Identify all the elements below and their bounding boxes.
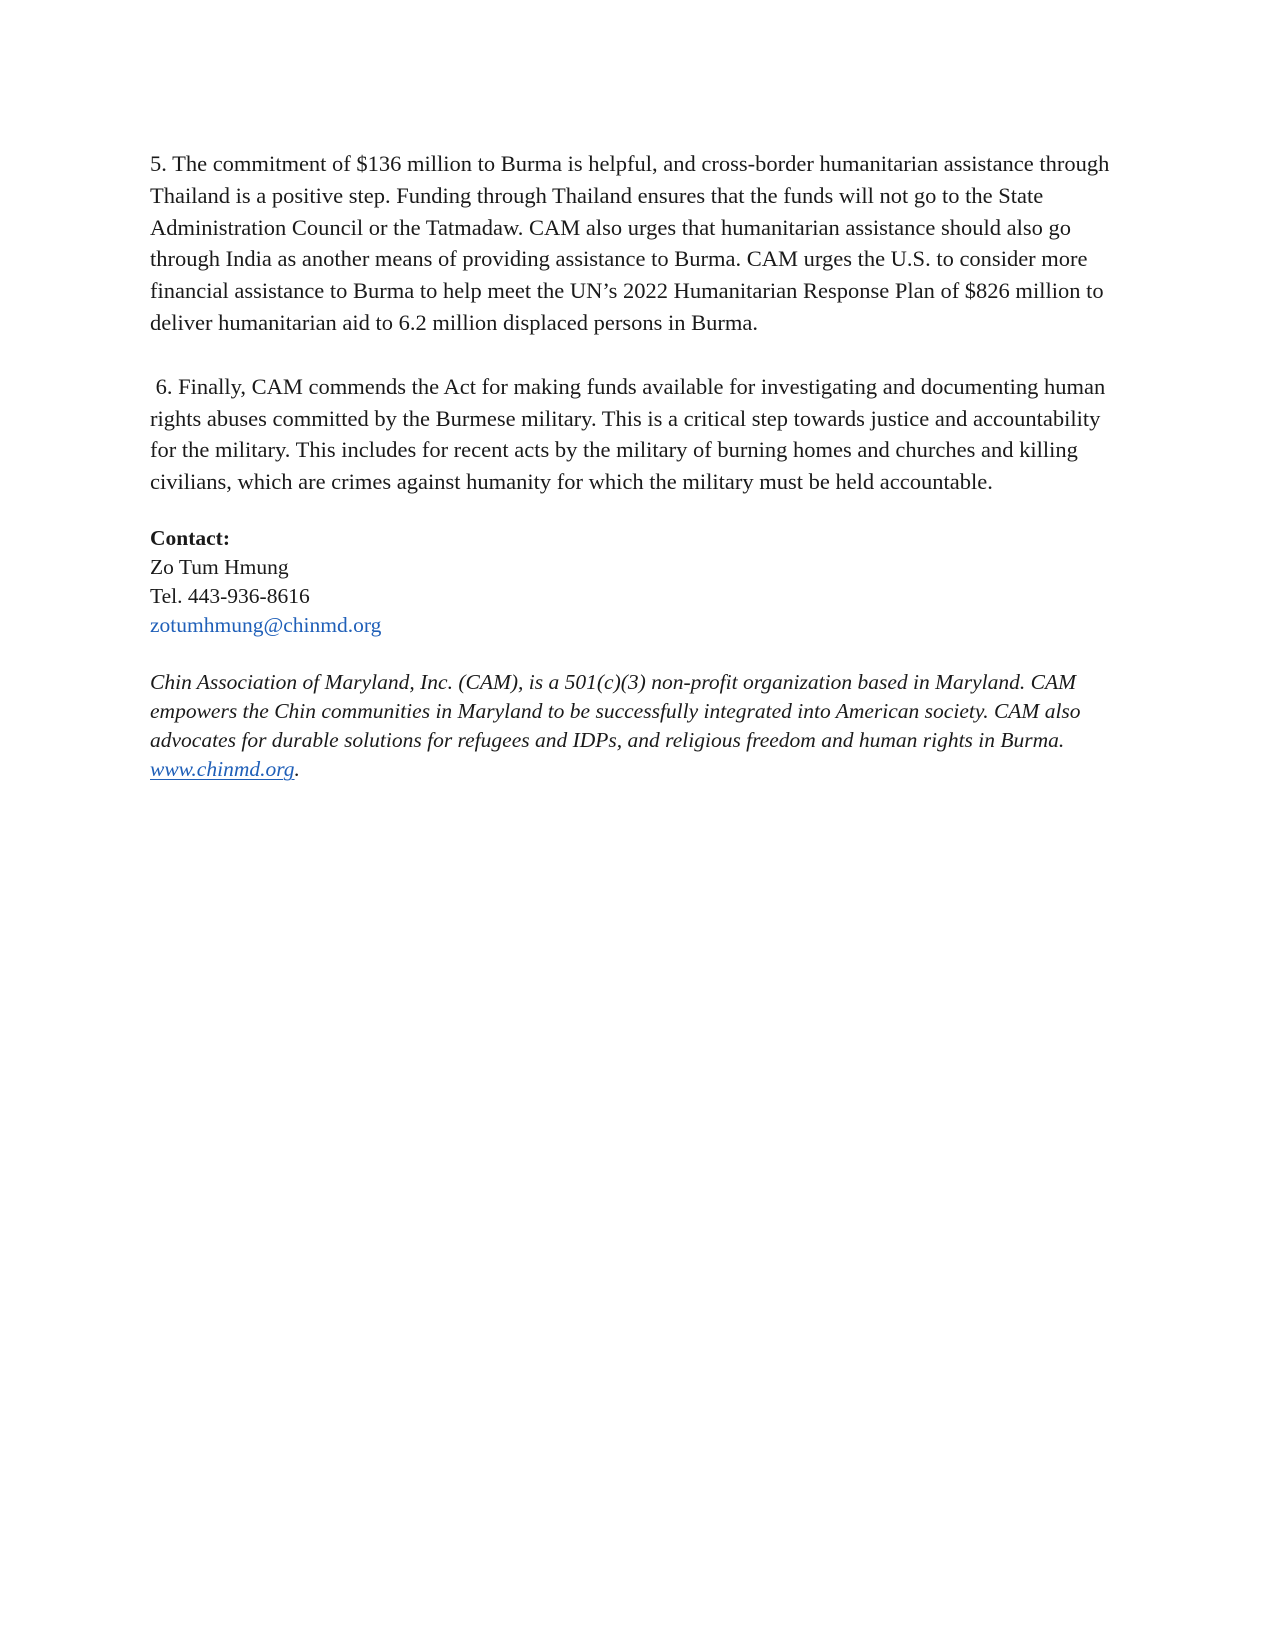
website-link[interactable]: www.chinmd.org <box>150 756 295 781</box>
contact-block <box>150 524 1130 640</box>
contact-heading: Contact: <box>150 525 231 550</box>
paragraph-5: 5. The commitment of $136 million to Burma is helpful, and cross-border humanitarian assistance through Thailand is a positive step. Funding through Thailand ensures that the funds will not go to the State Administration Council or the Tatmadaw. CAM also urges that humanitarian assistance should also go through India as another means of providing assistance to Burma. CAM urges the U.S. to consider more financial assistance to Burma to help meet the UN’s 2022 Humanitarian Response Plan of $826 million to deliver humanitarian aid to 6.2 million displaced persons in Burma. <box>150 151 1110 335</box>
document-content <box>150 148 1130 784</box>
contact-name: Zo Tum Hmung <box>150 554 289 579</box>
website-trailing-period: . <box>294 756 300 781</box>
organization-description <box>150 668 1130 784</box>
contact-email-link[interactable]: zotumhmung@chinmd.org <box>150 612 382 637</box>
contact-phone: Tel. 443-936-8616 <box>150 583 310 608</box>
paragraph-6-text: 6. Finally, CAM commends the Act for making funds available for investigating and documenting human rights abuses committed by the Burmese military. This is a critical step towards justice and accountability for the military. This includes for recent acts by the military of burning homes and churches and killing civilians, which are crimes against humanity for which the military must be held accountable. <box>150 373 1106 495</box>
paragraph-6 <box>150 371 1130 498</box>
organization-description-text: Chin Association of Maryland, Inc. (CAM), is a 501(c)(3) non-profit organization based in Maryland. CAM empowers the Chin communities in Maryland to be successfully integrated into American society. CAM also advocates for durable solutions for refugees and IDPs, and religious freedom and human rights in Burma. <box>150 669 1081 752</box>
